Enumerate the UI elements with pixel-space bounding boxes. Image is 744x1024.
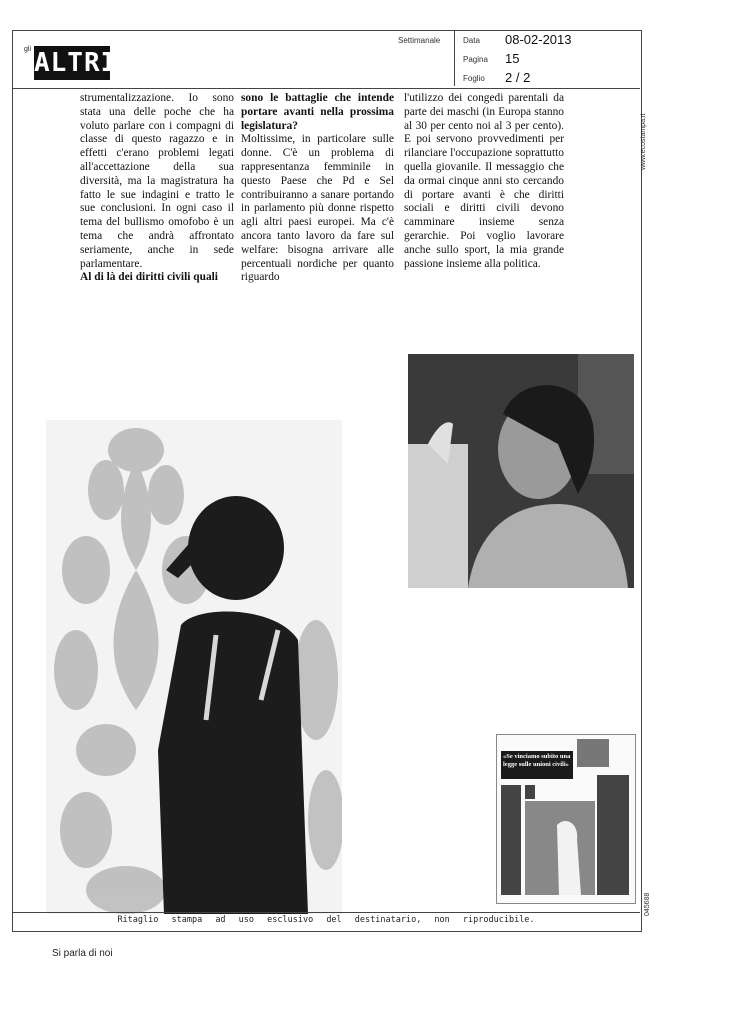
boy-silhouette xyxy=(158,496,308,914)
column-2-text: Moltissime, in particolare sulle donne. C'è un problema di rappresentanza femminile in questo Paese che Pd e Sel contribuiranno a sanare portando in parlamento più donne rispetto agli altri paesi europei. Ma c'è ancora tanto lavoro da fare sul welfare: bisogna arrivare alle percentuali nordiche per quanto riguardo xyxy=(241,133,394,284)
thumbnail-headline: «Se vinciamo subito una legge sulle unioni civili» xyxy=(503,753,571,768)
clipping-metadata xyxy=(454,30,641,86)
publication-logo: ALTRI xyxy=(34,48,118,78)
footer-divider xyxy=(12,912,640,913)
logo-prefix: gli xyxy=(24,46,32,53)
date-label: Data xyxy=(463,36,480,45)
photo-boy-silhouette xyxy=(46,420,342,914)
article-column-2 xyxy=(241,92,394,285)
sheet-row xyxy=(455,70,641,87)
clipping-code: 045688 xyxy=(644,892,651,916)
column-1-text: strumentalizzazione. Io sono stata una delle poche che ha voluto parlare con i compagni di classe di questo ragazzo e in effetti c'erano problemi legati all'accettazione della sua diversità, ma la magistratura ha fatto le sue indagini e tratto le sue conclusioni. In ogni caso il tema del bullismo omofobo è un tema che andrà affrontato seriamente, anche in sede parlamentare. xyxy=(80,92,234,270)
page-label: Pagina xyxy=(463,55,488,64)
photo-man-portrait xyxy=(408,354,634,588)
article-column-3 xyxy=(404,92,564,271)
page-row xyxy=(455,51,641,68)
date-row xyxy=(455,32,641,49)
source-url: www.ecostampa.it xyxy=(640,113,647,170)
date-value: 08-02-2013 xyxy=(505,32,572,47)
boy-photo-illustration xyxy=(46,420,342,914)
column-3-text: l'utilizzo dei congedi parentali da parte dei maschi (in Europa stanno al 30 per cento noi al 3 per cento). E poi servono provvedimenti per rilanciare l'occupazione soprattutto quella giovanile. Il messaggio che da ormai cinque anni sto cercando di portare avanti è che diritti sociali e diritti civili devono camminare insieme senza gerarchie. Poi voglio lavorare anche sullo sport, la mia grande passione insieme alla politica. xyxy=(404,92,564,270)
clipping-thumbnail xyxy=(496,734,636,904)
clipping-header xyxy=(12,30,640,89)
interview-question-start: Al di là dei diritti civili quali xyxy=(80,271,218,284)
sheet-value: 2 / 2 xyxy=(505,70,531,85)
reproduction-notice: Ritaglio stampa ad uso esclusivo del destinatario, non riproducibile. xyxy=(117,915,535,925)
publication-frequency: Settimanale xyxy=(398,36,441,45)
man-photo-illustration xyxy=(408,354,634,588)
page-value: 15 xyxy=(505,51,520,66)
article-column-1 xyxy=(80,92,234,285)
sheet-label: Foglio xyxy=(463,74,485,83)
section-label: Si parla di noi xyxy=(52,948,113,959)
interview-question-end: sono le battaglie che intende portare avanti nella prossima legislatura? xyxy=(241,92,394,132)
